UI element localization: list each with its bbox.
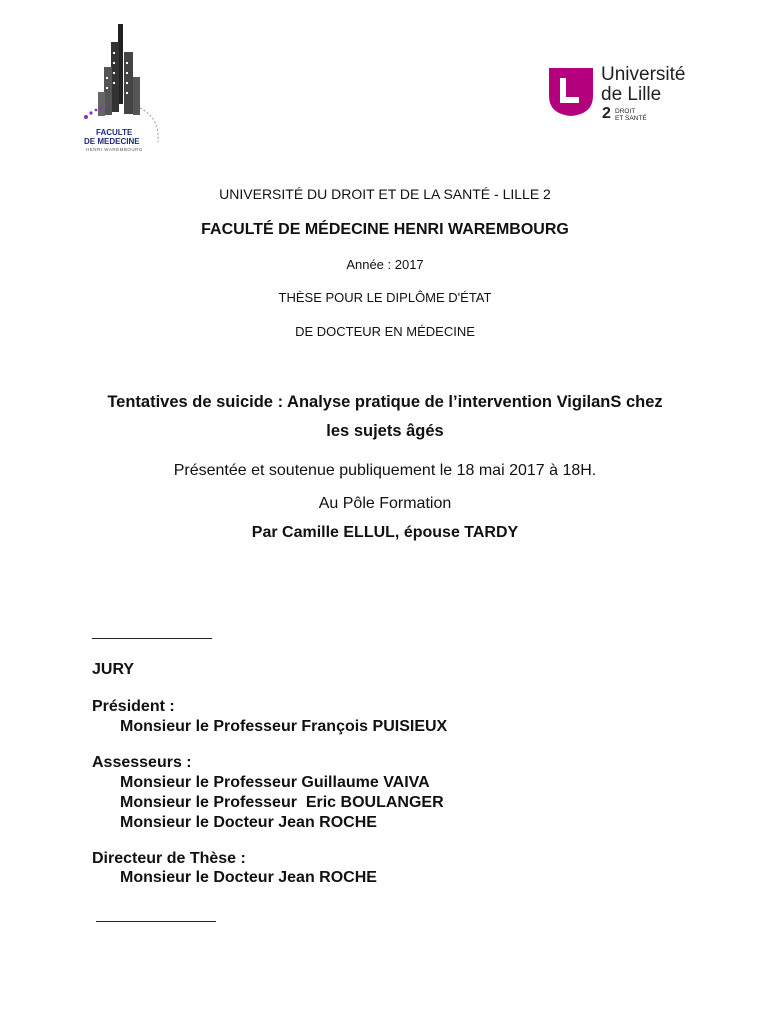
president-label: Président : (92, 698, 175, 715)
faculty-logo-line3: HENRI WAREMBOURG (86, 147, 143, 152)
president-name: Monsieur le Professeur François PUISIEUX (120, 718, 448, 735)
separator-top (92, 638, 212, 639)
university-name: UNIVERSITÉ DU DROIT ET DE LA SANTÉ - LILLE 2 (219, 186, 551, 202)
separator-bottom (96, 921, 216, 922)
thesis-title-line1: Tentatives de suicide : Analyse pratique de l’intervention VigilanS chez (107, 393, 663, 411)
director-name: Monsieur le Docteur Jean ROCHE (120, 869, 377, 886)
lille-logo-line2: de Lille (601, 84, 662, 105)
defense-date: Présentée et soutenue publiquement le 18 mai 2017 à 18H. (173, 462, 597, 479)
lille-logo-sub1: DROIT (615, 108, 636, 115)
lille-logo-number: 2 (602, 105, 611, 122)
thesis-type-line2: DE DOCTEUR EN MÉDECINE (295, 324, 475, 339)
assessor-item: Monsieur le Docteur Jean ROCHE (120, 814, 377, 831)
lille-logo-line1: Université (601, 64, 686, 85)
assessor-item: Monsieur le Professeur Guillaume VAIVA (120, 774, 430, 791)
faculty-name: FACULTÉ DE MÉDECINE HENRI WAREMBOURG (201, 221, 569, 238)
thesis-title (0, 388, 770, 446)
thesis-type-line1: THÈSE POUR LE DIPLÔME D'ÉTAT (278, 290, 492, 305)
faculte-de-medecine-logo (78, 22, 168, 172)
faculty-logo-line1: FACULTE (96, 128, 133, 137)
assessors-label: Assesseurs : (92, 754, 192, 771)
assessor-item: Monsieur le Professeur Eric BOULANGER (120, 794, 444, 811)
academic-year: Année : 2017 (346, 257, 424, 272)
author: Par Camille ELLUL, épouse TARDY (251, 524, 519, 541)
director-label: Directeur de Thèse : (92, 850, 246, 867)
lille-shield-icon (545, 66, 597, 118)
jury-heading: JURY (92, 661, 135, 678)
universite-de-lille-logo (545, 64, 705, 124)
thesis-title-line2: les sujets âgés (326, 422, 444, 440)
faculty-logo-line2: DE MEDECINE (84, 137, 140, 146)
defense-place: Au Pôle Formation (318, 495, 452, 512)
lille-logo-sub2: ET SANTÉ (615, 115, 647, 122)
